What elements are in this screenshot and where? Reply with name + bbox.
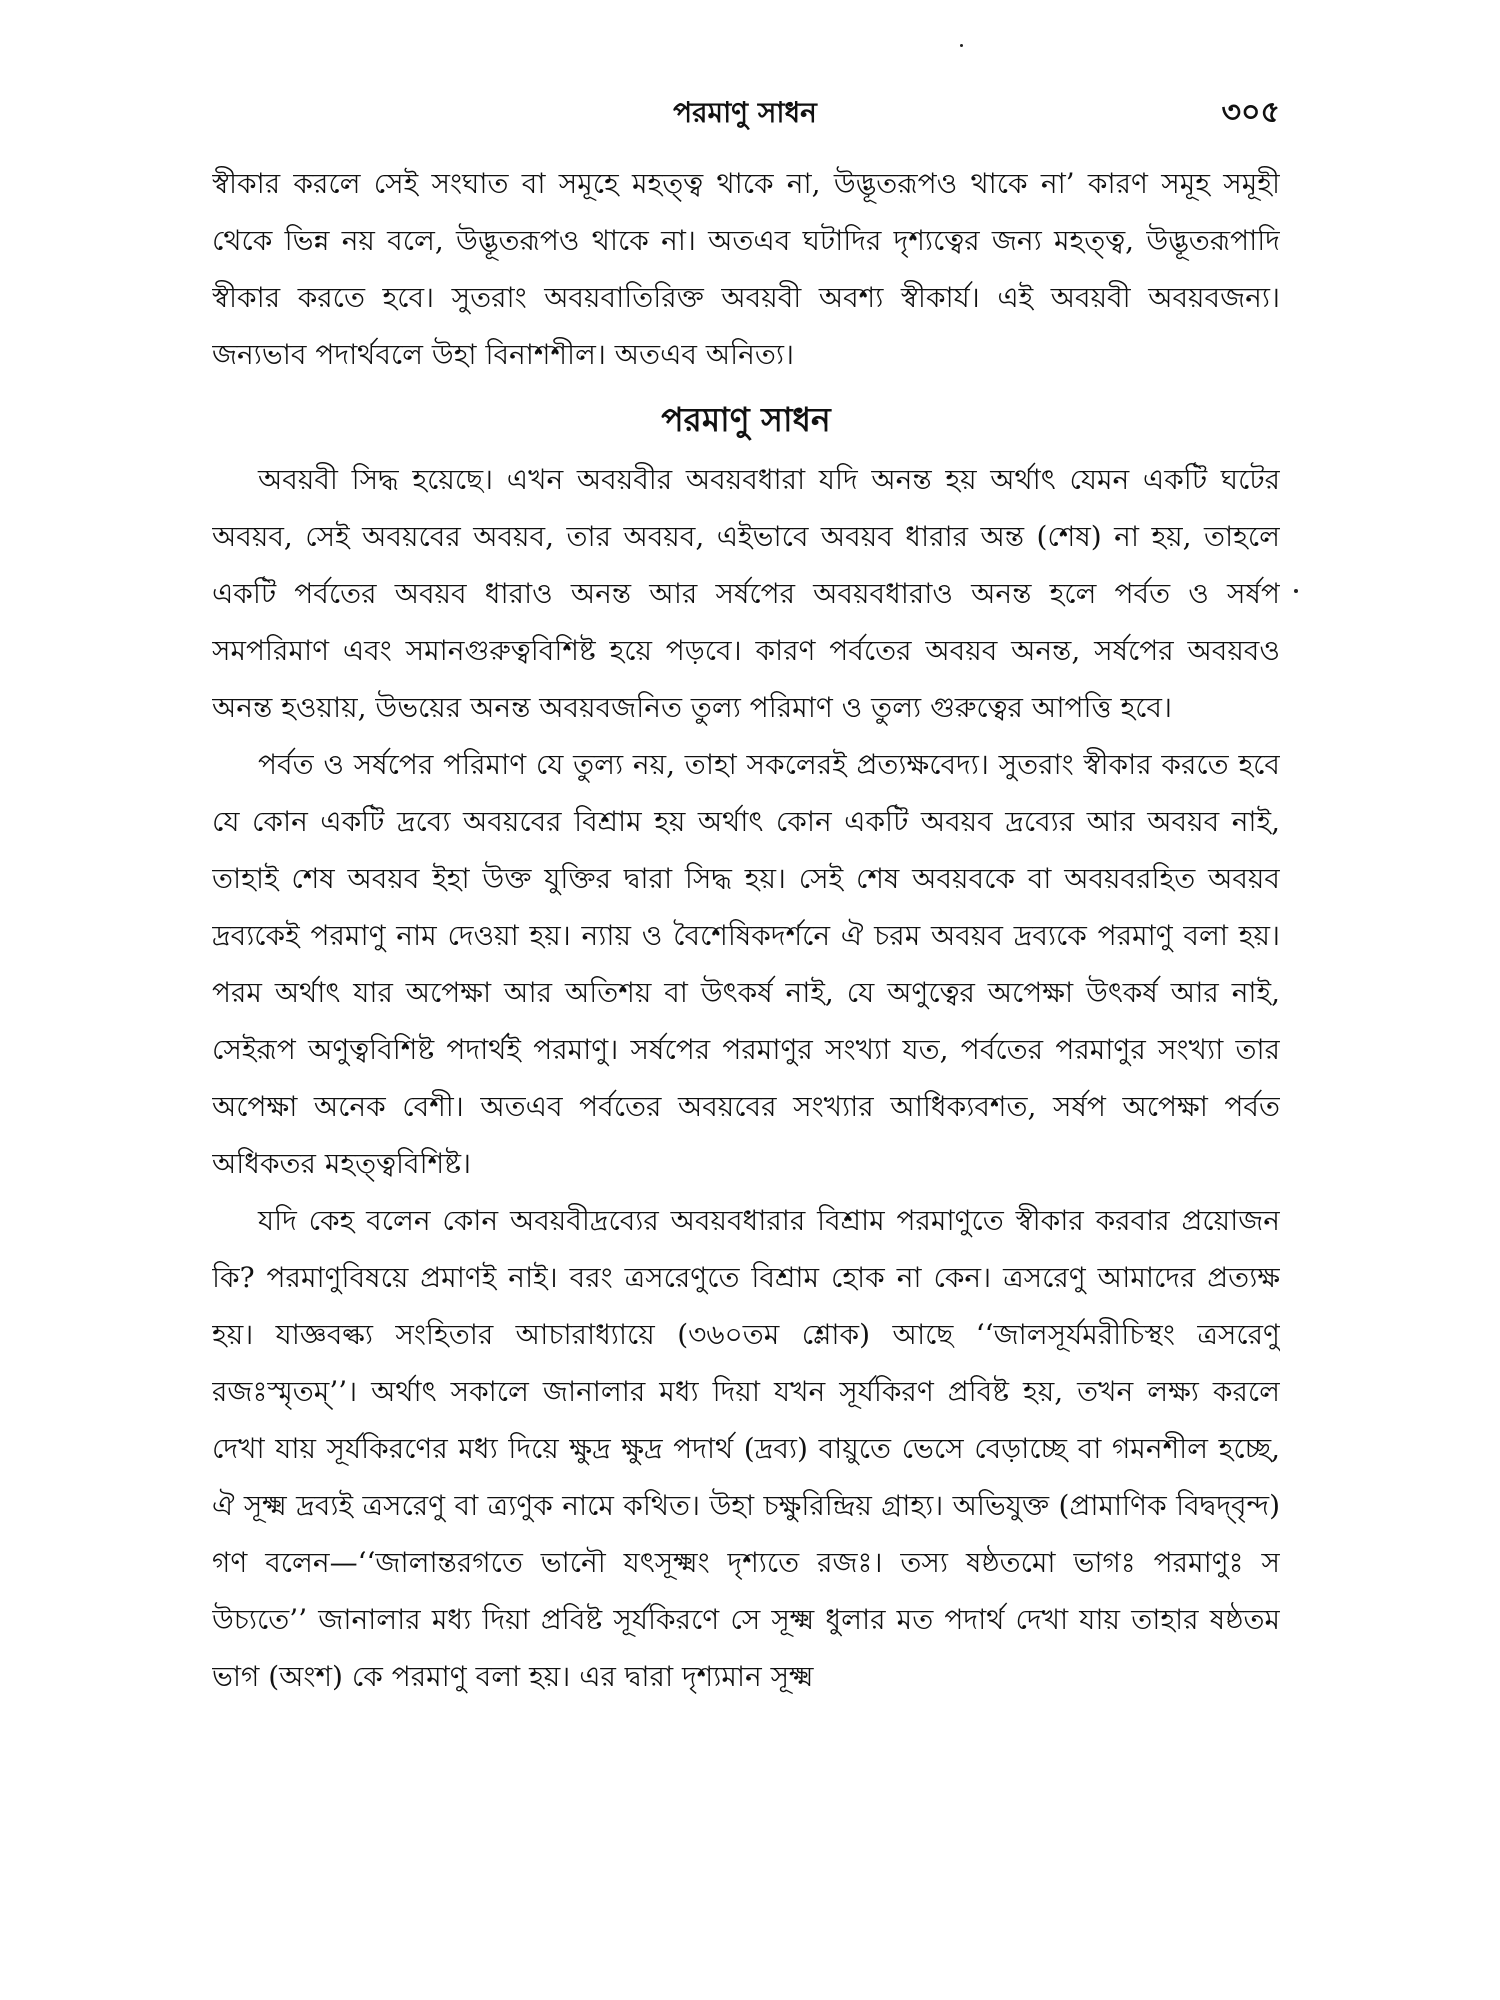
- running-title: পরমাণু সাধন: [673, 96, 817, 129]
- section-heading: পরমাণু সাধন: [661, 400, 831, 439]
- stray-dot-mark: [1294, 589, 1298, 593]
- page-body: [212, 155, 1280, 1955]
- paragraph-trasarenu: যদি কেহ বলেন কোন অবয়বীদ্রব্যের অবয়বধারার বিশ্রাম পরমাণুতে স্বীকার করবার প্রয়োজন কি? পরমাণুবিষয়ে প্রমাণই নাই। বরং ত্রসরেণুতে বিশ্রাম হোক না কেন। ত্রসরেণু আমাদের প্রত্যক্ষ হয়। যাজ্ঞবল্ক্য সংহিতার আচারাধ্যায়ে (৩৬০তম শ্লোক) আছে ‘‘জালসূর্যমরীচিস্থং ত্রসরেণু রজঃস্মৃতম্’’। অর্থাৎ সকালে জানালার মধ্য দিয়া যখন সূর্যকিরণ প্রবিষ্ট হয়, তখন লক্ষ্য করলে দেখা যায় সূর্যকিরণের মধ্য দিয়ে ক্ষুদ্র ক্ষুদ্র পদার্থ (দ্রব্য) বায়ুতে ভেসে বেড়াচ্ছে বা গমনশীল হচ্ছে, ঐ সূক্ষ্ম দ্রব্যই ত্রসরেণু বা ত্র্যণুক নামে কথিত। উহা চক্ষুরিন্দ্রিয় গ্রাহ্য। অভিযুক্ত (প্রামাণিক বিদ্বদ্‌বৃন্দ) গণ বলেন—‘‘জালান্তরগতে ভানৌ যৎসূক্ষ্মং দৃশ্যতে রজঃ। তস্য ষষ্ঠতমো ভাগঃ পরমাণুঃ স উচ্যতে’’ জানালার মধ্য দিয়া প্রবিষ্ট সূর্যকিরণে সে সূক্ষ্ম ধুলার মত পদার্থ দেখা যায় তাহার ষষ্ঠতম ভাগ (অংশ) কে পরমাণু বলা হয়। এর দ্বারা দৃশ্যমান সূক্ষ্ম: [212, 1204, 1280, 1693]
- paragraph-continued: স্বীকার করলে সেই সংঘাত বা সমূহে মহত্ত্ব থাকে না, উদ্ভূতরূপও থাকে না’ কারণ সমূহ সমূহী থেকে ভিন্ন নয় বলে, উদ্ভূতরূপও থাকে না। অতএব ঘটাদির দৃশ্যত্বের জন্য মহত্ত্ব, উদ্ভূতরূপাদি স্বীকার করতে হবে। সুতরাং অবয়বাতিরিক্ত অবয়বী অবশ্য স্বীকার্য। এই অবয়বী অবয়বজন্য। জন্যভাব পদার্থবলে উহা বিনাশশীল। অতএব অনিত্য।: [212, 167, 1280, 371]
- paragraph-paramanu-definition: পর্বত ও সর্ষপের পরিমাণ যে তুল্য নয়, তাহা সকলেরই প্রত্যক্ষবেদ্য। সুতরাং স্বীকার করতে হবে যে কোন একটি দ্রব্যে অবয়বের বিশ্রাম হয় অর্থাৎ কোন একটি অবয়ব দ্রব্যের আর অবয়ব নাই, তাহাই শেষ অবয়ব ইহা উক্ত যুক্তির দ্বারা সিদ্ধ হয়। সেই শেষ অবয়বকে বা অবয়বরহিত অবয়ব দ্রব্যকেই পরমাণু নাম দেওয়া হয়। ন্যায় ও বৈশেষিকদর্শনে ঐ চরম অবয়ব দ্রব্যকে পরমাণু বলা হয়। পরম অর্থাৎ যার অপেক্ষা আর অতিশয় বা উৎকর্ষ নাই, যে অণুত্বের অপেক্ষা উৎকর্ষ আর নাই, সেইরূপ অণুত্ববিশিষ্ট পদার্থই পরমাণু। সর্ষপের পরমাণুর সংখ্যা যত, পর্বতের পরমাণুর সংখ্যা তার অপেক্ষা অনেক বেশী। অতএব পর্বতের অবয়বের সংখ্যার আধিক্যবশত, সর্ষপ অপেক্ষা পর্বত অধিকতর মহত্ত্ববিশিষ্ট।: [212, 748, 1280, 1180]
- paragraph-avayavi: অবয়বী সিদ্ধ হয়েছে। এখন অবয়বীর অবয়বধারা যদি অনন্ত হয় অর্থাৎ যেমন একটি ঘটের অবয়ব, সেই অবয়বের অবয়ব, তার অবয়ব, এইভাবে অবয়ব ধারার অন্ত (শেষ) না হয়, তাহলে একটি পর্বতের অবয়ব ধারাও অনন্ত আর সর্ষপের অবয়বধারাও অনন্ত হলে পর্বত ও সর্ষপ সমপরিমাণ এবং সমানগুরুত্ববিশিষ্ট হয়ে পড়বে। কারণ পর্বতের অবয়ব অনন্ত, সর্ষপের অবয়বও অনন্ত হওয়ায়, উভয়ের অনন্ত অবয়বজনিত তুল্য পরিমাণ ও তুল্য গুরুত্বের আপত্তি হবে।: [212, 463, 1280, 724]
- page-number: ৩০৫: [1221, 95, 1280, 130]
- running-head: [210, 88, 1280, 138]
- top-specks-mark: [960, 44, 963, 47]
